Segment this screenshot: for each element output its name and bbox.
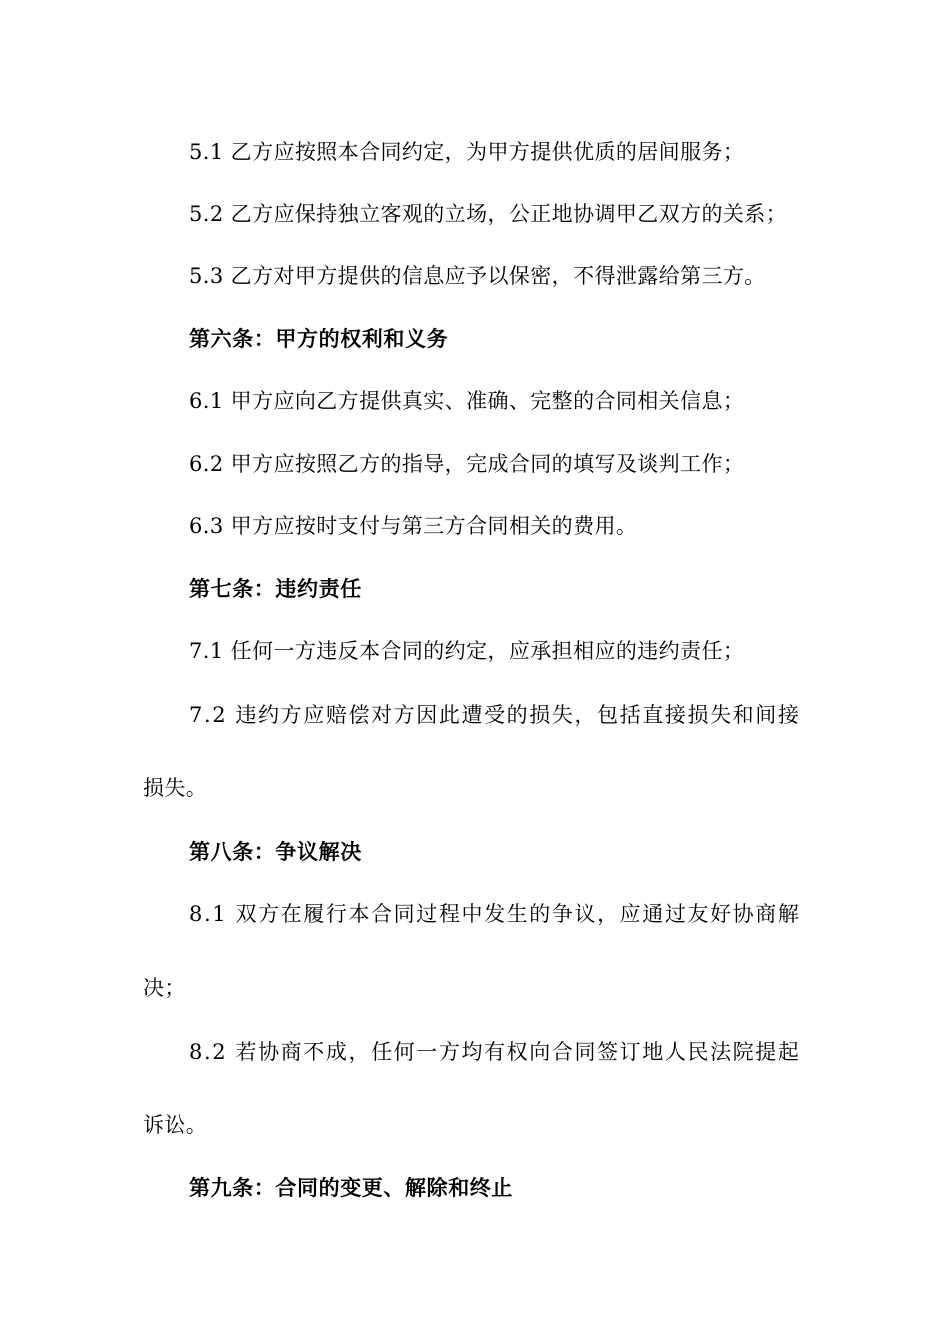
clause-5-2: 5.2 乙方应保持独立客观的立场，公正地协调甲乙双方的关系； — [189, 202, 788, 226]
clause-6-1: 6.1 甲方应向乙方提供真实、准确、完整的合同相关信息； — [189, 389, 745, 413]
clause-8-1: 8.1 双方在履行本合同过程中发生的争议，应通过友好协商解 — [189, 902, 801, 926]
heading-article-6: 第六条：甲方的权利和义务 — [189, 327, 449, 351]
heading-article-7: 第七条：违约责任 — [189, 577, 362, 601]
clause-6-2: 6.2 甲方应按照乙方的指导，完成合同的填写及谈判工作； — [189, 452, 745, 476]
clause-6-3: 6.3 甲方应按时支付与第三方合同相关的费用。 — [189, 514, 638, 538]
clause-8-2: 8.2 若协商不成，任何一方均有权向合同签订地人民法院提起 — [189, 1040, 801, 1064]
clause-8-1-continued: 决； — [143, 976, 186, 1000]
clause-7-2: 7.2 违约方应赔偿对方因此遭受的损失，包括直接损失和间接 — [189, 703, 801, 727]
clause-5-3: 5.3 乙方对甲方提供的信息应予以保密，不得泄露给第三方。 — [189, 264, 766, 288]
clause-8-2-continued: 诉讼。 — [143, 1113, 208, 1137]
heading-article-9: 第九条：合同的变更、解除和终止 — [189, 1176, 513, 1200]
clause-5-1: 5.1 乙方应按照本合同约定，为甲方提供优质的居间服务； — [189, 140, 745, 164]
heading-article-8: 第八条：争议解决 — [189, 840, 362, 864]
clause-7-2-continued: 损失。 — [143, 776, 208, 800]
clause-7-1: 7.1 任何一方违反本合同的约定，应承担相应的违约责任； — [189, 639, 745, 663]
